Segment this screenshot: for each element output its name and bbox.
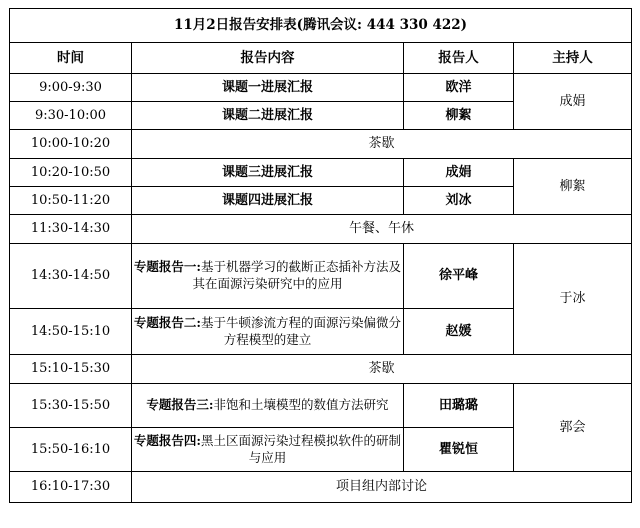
time-cell: 16:10-17:30 xyxy=(10,472,132,503)
time-cell: 15:50-16:10 xyxy=(10,428,132,472)
host-cell: 成娟 xyxy=(514,74,632,130)
table-row xyxy=(10,159,632,187)
content-cell: 课题三进展汇报 xyxy=(132,159,404,187)
topic-label: 专题报告三: xyxy=(146,397,214,413)
break-cell: 茶歇 xyxy=(132,130,632,159)
content-cell xyxy=(132,244,404,309)
topic-label: 专题报告一: xyxy=(133,259,202,275)
time-cell: 11:30-14:30 xyxy=(10,215,132,244)
topic-text: 非饱和土壤模型的数值方法研究 xyxy=(213,397,389,413)
table-row xyxy=(10,384,632,428)
topic-text: 基于牛顿渗流方程的面源污染偏微分方程模型的建立 xyxy=(201,314,402,347)
topic-text: 黑土区面源污染过程模拟软件的研制与应用 xyxy=(201,432,402,465)
time-cell: 9:00-9:30 xyxy=(10,74,132,102)
header-host: 主持人 xyxy=(514,43,632,74)
table-row xyxy=(10,215,632,244)
table-row xyxy=(10,355,632,384)
reporter-cell: 赵媛 xyxy=(404,309,514,355)
content-cell: 课题二进展汇报 xyxy=(132,102,404,130)
time-cell: 15:30-15:50 xyxy=(10,384,132,428)
reporter-cell: 田璐璐 xyxy=(404,384,514,428)
host-cell: 于冰 xyxy=(514,244,632,355)
table-row xyxy=(10,130,632,159)
table-row xyxy=(10,74,632,102)
schedule-table xyxy=(9,8,632,503)
content-cell: 课题四进展汇报 xyxy=(132,187,404,215)
break-cell: 茶歇 xyxy=(132,355,632,384)
table-row xyxy=(10,244,632,309)
time-cell: 10:00-10:20 xyxy=(10,130,132,159)
time-cell: 14:50-15:10 xyxy=(10,309,132,355)
discussion-cell: 项目组内部讨论 xyxy=(132,472,632,503)
time-cell: 10:50-11:20 xyxy=(10,187,132,215)
reporter-cell: 刘冰 xyxy=(404,187,514,215)
content-cell: 课题一进展汇报 xyxy=(132,74,404,102)
header-reporter: 报告人 xyxy=(404,43,514,74)
reporter-cell: 徐平峰 xyxy=(404,244,514,309)
reporter-cell: 柳絮 xyxy=(404,102,514,130)
host-cell: 柳絮 xyxy=(514,159,632,215)
topic-label: 专题报告四: xyxy=(133,432,202,448)
content-cell xyxy=(132,309,404,355)
topic-text: 基于机器学习的截断正态插补方法及其在面源污染研究中的应用 xyxy=(192,259,402,291)
host-cell: 郭会 xyxy=(514,384,632,472)
header-content: 报告内容 xyxy=(132,43,404,74)
time-cell: 10:20-10:50 xyxy=(10,159,132,187)
break-cell: 午餐、午休 xyxy=(132,215,632,244)
page-title: 11月2日报告安排表(腾讯会议: 444 330 422) xyxy=(10,9,632,43)
content-cell xyxy=(132,384,404,428)
topic-label: 专题报告二: xyxy=(133,314,202,330)
time-cell: 15:10-15:30 xyxy=(10,355,132,384)
header-time: 时间 xyxy=(10,43,132,74)
reporter-cell: 瞿锐恒 xyxy=(404,428,514,472)
table-row xyxy=(10,472,632,503)
content-cell xyxy=(132,428,404,472)
reporter-cell: 成娟 xyxy=(404,159,514,187)
time-cell: 14:30-14:50 xyxy=(10,244,132,309)
reporter-cell: 欧洋 xyxy=(404,74,514,102)
time-cell: 9:30-10:00 xyxy=(10,102,132,130)
